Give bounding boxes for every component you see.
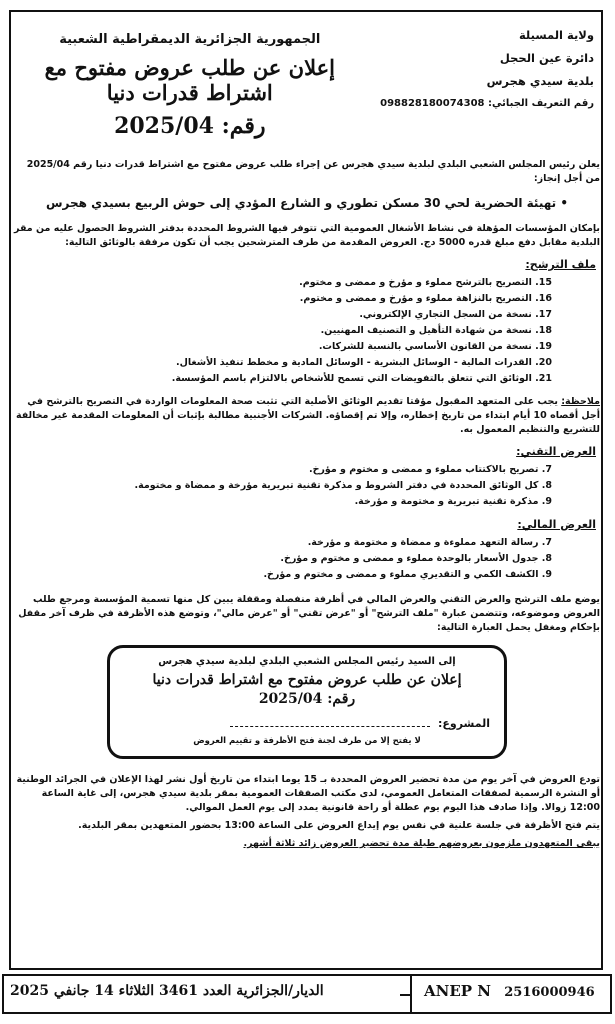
publication-footer <box>2 974 612 1014</box>
project-title: • تهيئة الحضرية لحي 30 مسكن تطوري و الشارع المؤدي إلى حوش الربيع بسيدي هجرس <box>45 196 568 210</box>
box-project-label: المشروع: <box>437 717 490 730</box>
list-item: 9. مذكرة تقنية تبريرية و مختومة و مؤرخة. <box>354 496 552 507</box>
list-item: 18. نسخة من شهادة التأهيل و التصنيف المهنيين. <box>320 325 552 336</box>
anep-number: 2516000946 <box>504 985 595 1000</box>
list-item: 7. تصريح بالاكتتاب مملوء و ممضى و مختوم و مؤرخ. <box>308 464 552 475</box>
box-title: إعلان عن طلب عروض مفتوح مع اشتراط قدرات دنيا <box>152 672 462 688</box>
note-label: ملاحظة: <box>561 396 600 407</box>
conditions-paragraph: بإمكان المؤسسات المؤهلة في نشاط الأشغال العمومية التي تتوفر فيها الشروط المحددة بدفتر الشروط الحصول عليه من مقر البلدية مقابل دفع مبلغ قدره 5000 دج. العروض المقدمة من طرف المترشحين يجب أن تكون مرفقة بالوثائق التالية: <box>14 223 600 248</box>
newspaper-reference: الديار/الجزائرية العدد 3461 الثلاثاء 14 جانفي 2025 <box>10 983 324 999</box>
box-warning: لا يفتح إلا من طرف لجنة فتح الأظرفة و تقييم العروض <box>193 736 421 746</box>
daira-text: دائرة عين الحجل <box>499 51 594 65</box>
list-item: 7. رسالة التعهد مملوءة و ممضاة و مختومة و مؤرخة. <box>307 537 552 548</box>
financial-section-title: العرض المالي: <box>517 518 596 531</box>
list-item: 17. نسخة من السجل التجاري الإلكتروني. <box>359 309 552 320</box>
notice-header <box>14 28 600 158</box>
list-item: 8. كل الوثائق المحددة في دفتر الشروط و مذكرة تقنية تبريرية مؤرخة و ممضاة و مختومة. <box>134 480 552 491</box>
envelopes-paragraph: يوضع ملف الترشح والعرض التقني والعرض المالي في أظرفة منفصلة ومقفلة يبين كل منها تسمية المؤسسة ومرجع طلب العروض وموضوعه، وتتضمن عبارة "ملف الترشح" أو "عرض تقني" أو "عرض مالي"، وتوضع هذه الأظرفة في ظرف آخر مقفل بإحكام ومغفل يحمل العبارة التالية: <box>18 594 600 633</box>
opening-paragraph: يتم فتح الأظرفة في جلسة علنية في نفس يوم إيداع العروض على الساعة 13:00 بحضور المتعهدين بمقر البلدية. <box>78 820 600 831</box>
intro-paragraph: يعلن رئيس المجلس الشعبي البلدي لبلدية سيدي هجرس عن إجراء طلب عروض مفتوح مع اشتراط قدرات دنيا رقم 2025/04 من أجل إنجاز: <box>26 159 600 184</box>
list-item: 9. الكشف الكمي و التقديري مملوء و ممضى و مختوم و مؤرخ. <box>263 569 552 580</box>
file-list <box>14 275 600 387</box>
title-block <box>14 28 366 139</box>
list-item: 19. نسخة من القانون الأساسي بالنسبة للشركات. <box>318 341 552 352</box>
anep-label: ANEP N <box>424 982 491 1000</box>
republic-heading: الجمهورية الجزائرية الديمقراطية الشعبية <box>59 32 321 47</box>
box-project-blank <box>230 726 430 727</box>
tax-id-text: رقم التعريف الجبائي: 098828180074308 <box>380 98 594 109</box>
technical-section-title: العرض التقني: <box>516 445 596 458</box>
box-project-line <box>124 717 490 730</box>
deposit-paragraph: تودع العروض في آخر يوم من مدة تحضير العروض المحددة بـ 15 يوما ابتداء من تاريخ أول نشر لهذا الإعلان في الجرائد الوطنية أو النشرة الرسمية لصفقات المتعامل العمومي، لدى مكتب الصفقات العمومية بمقر بلدية سيدي هجرس، إلى غاية الساعة 12:00 زوالا. وإذا صادف هذا اليوم يوم عطلة أو راحة قانونية يمدد إلى يوم العمل الموالي. <box>16 774 600 813</box>
commune-text: بلدية سيدي هجرس <box>486 74 594 88</box>
list-item: 8. جدول الأسعار بالوحدة مملوء و ممضى و مختوم و مؤرخ. <box>280 553 552 564</box>
issuer-block <box>371 28 594 118</box>
box-addressee: إلى السيد رئيس المجلس الشعبي البلدي لبلدية سيدي هجرس <box>158 656 456 667</box>
financial-list <box>14 535 600 583</box>
wilaya-text: ولاية المسيلة <box>518 28 594 42</box>
footer-divider <box>410 974 412 1014</box>
list-item: 15. التصريح بالترشح مملوء و مؤرخ و ممضى و مختوم. <box>299 277 552 288</box>
validity-paragraph: يبقى المتعهدون ملزمون بعروضهم طيلة مدة تحضير العروض زائد ثلاثة أشهر. <box>243 838 600 849</box>
anep-reference <box>424 982 595 1000</box>
list-item: 21. الوثائق التي تتعلق بالتفويضات التي تسمح للأشخاص بالالتزام باسم المؤسسة. <box>171 373 552 384</box>
list-item: 20. القدرات المالية - الوسائل البشرية - الوسائل المادية و مخطط تنفيذ الأشغال. <box>175 357 552 368</box>
list-item: 16. التصريح بالنزاهة مملوء و مؤرخ و ممضى و مختوم. <box>299 293 552 304</box>
footer-connector <box>400 994 410 996</box>
notice-page <box>14 28 600 851</box>
envelope-label-box <box>107 645 507 759</box>
technical-list <box>14 462 600 510</box>
file-section-title: ملف الترشح: <box>525 258 596 271</box>
notice-number: رقم: 2025/04 <box>114 113 266 139</box>
note-paragraph <box>14 395 600 437</box>
box-number: رقم: 2025/04 <box>258 691 356 707</box>
note-text: يجب على المتعهد المقبول مؤقتا تقديم الوثائق الأصلية التي تثبت صحة المعلومات الواردة في التصريح بالترشح في أجل أقصاه 10 أيام ابتداء من تاريخ إخطاره، وإلا تم إقصاؤه. الشركات الأجنبية مطالبة بإثبات أن المعلومات المقدمة غير مخالفة للتشريع والتنظيم المعمول به. <box>15 396 600 435</box>
notice-title: إعلان عن طلب عروض مفتوح مع اشتراط قدرات دنيا <box>44 55 335 105</box>
